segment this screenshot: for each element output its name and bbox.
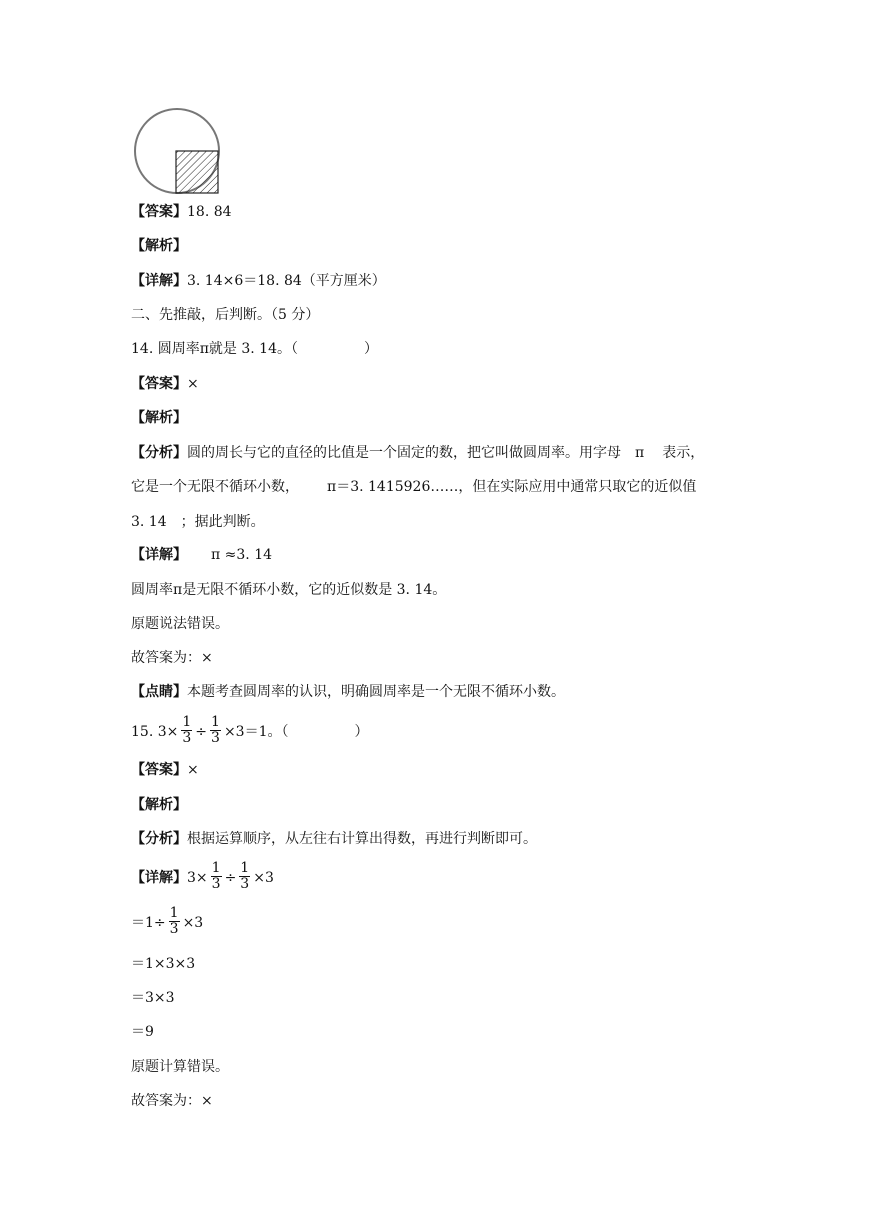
detail-tag: 【详解】 (131, 547, 187, 563)
q15-step-4: ＝9 (131, 1024, 154, 1040)
section-heading: 二、先推敲，后判断。（5 分） (131, 307, 320, 323)
fraction-one-third: $\frac{1}{3}$ (169, 904, 179, 937)
q14-dianjing-line (131, 682, 565, 702)
fraction-one-third: $\frac{1}{3}$ (182, 713, 192, 746)
q15-step-2: ＝1×3×3 (131, 956, 196, 972)
q15-detail-line (131, 859, 274, 894)
q15-fenxi-line (131, 829, 537, 849)
fenxi-text-pi: π＝3. 1415926……，但在实际应用中通常只取它的近似值 (327, 479, 697, 495)
fenxi-text: ；据此判断。 (180, 514, 265, 530)
answer-tag: 【答案】 (131, 204, 187, 220)
q15-step-1 (131, 906, 203, 940)
q14-question (131, 339, 378, 359)
answer-value: × (187, 762, 199, 778)
dianjing-tag: 【点睛】 (131, 684, 187, 700)
circle-square-figure (131, 106, 223, 198)
detail-tag: 【详解】 (131, 870, 187, 886)
fenxi-text: 根据运算顺序，从左往右计算出得数，再进行判断即可。 (187, 831, 537, 847)
fenxi-text-end: 表示， (662, 445, 705, 461)
question-suffix: ×3＝1。（ (223, 724, 289, 740)
q14-fenxi-line-3 (131, 512, 265, 532)
detail-prefix: 3× (187, 870, 208, 886)
fenxi-text: 它是一个无限不循环小数， (131, 479, 299, 495)
fenxi-tag: 【分析】 (131, 831, 187, 847)
approx-value: 3. 14 (131, 514, 167, 530)
answer-tag: 【答案】 (131, 376, 187, 392)
q15-question (131, 713, 369, 748)
detail-suffix: ×3 (253, 870, 274, 886)
q14-line-b: 原题说法错误。 (131, 616, 229, 632)
detail-tag: 【详解】 (131, 273, 187, 289)
fenxi-tag: 【分析】 (131, 445, 187, 461)
question-prefix: 15. 3× (131, 724, 179, 740)
fraction-one-third: $\frac{1}{3}$ (211, 859, 221, 892)
step-suffix: ×3 (182, 915, 204, 931)
q15-line-a: 原题计算错误。 (131, 1059, 229, 1075)
q14-detail-line (131, 545, 272, 565)
step-prefix: ＝1÷ (131, 915, 166, 931)
q13-analysis-tag: 【解析】 (131, 238, 187, 254)
dianjing-text: 本题考查圆周率的认识，明确圆周率是一个无限不循环小数。 (187, 684, 565, 700)
q14-line-c: 故答案为：× (131, 650, 213, 666)
question-close: ） (354, 724, 369, 740)
q14-fenxi-line-2 (131, 477, 696, 497)
detail-text: 3. 14×6＝18. 84（平方厘米） (187, 273, 386, 289)
answer-value: 18. 84 (187, 204, 232, 220)
divide-sign: ÷ (195, 724, 208, 740)
q14-answer-line (131, 374, 199, 394)
question-close: ） (364, 341, 378, 357)
pi-symbol: π (635, 445, 645, 461)
fraction-one-third: $\frac{1}{3}$ (240, 859, 250, 892)
q14-analysis-tag: 【解析】 (131, 410, 187, 426)
answer-value: × (187, 376, 199, 392)
q15-line-b: 故答案为：× (131, 1093, 213, 1109)
answer-tag: 【答案】 (131, 762, 187, 778)
q13-answer-line (131, 202, 232, 222)
q13-detail-line (131, 271, 386, 291)
question-text: 14. 圆周率π就是 3. 14。（ (131, 341, 298, 357)
q15-step-3: ＝3×3 (131, 990, 175, 1006)
hatched-square (176, 151, 218, 193)
q14-fenxi-line-1 (131, 443, 704, 463)
fenxi-text: 圆的周长与它的直径的比值是一个固定的数，把它叫做圆周率。用字母 (187, 445, 621, 461)
fraction-one-third: $\frac{1}{3}$ (211, 713, 220, 746)
q15-answer-line (131, 760, 199, 780)
q15-analysis-tag: 【解析】 (131, 797, 187, 813)
divide-sign: ÷ (224, 870, 237, 886)
q14-line-a: 圆周率π是无限不循环小数，它的近似数是 3. 14。 (131, 582, 447, 598)
detail-text: π ≈3. 14 (211, 547, 273, 563)
